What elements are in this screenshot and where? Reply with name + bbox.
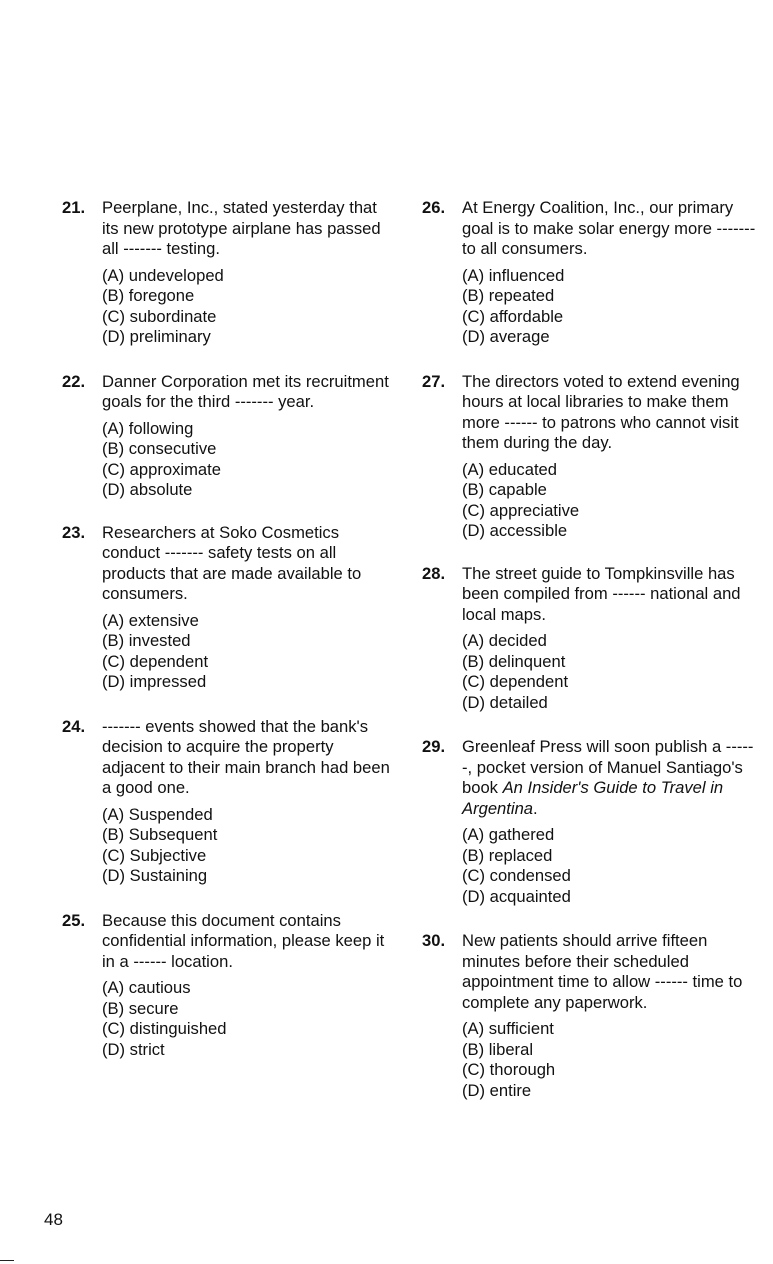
option-a: (A) decided	[462, 631, 547, 650]
left-column	[62, 198, 392, 1060]
option-b: (B) secure	[102, 998, 179, 1018]
question-text: ------- events showed that the bank's decision to acquire the property adjacent to their main branch had been a good one.	[102, 716, 390, 797]
question-27	[422, 372, 762, 542]
option-d: (D) detailed	[462, 692, 548, 712]
bottom-rule	[0, 1260, 14, 1261]
option-c: (C) condensed	[462, 866, 571, 885]
option-c: (C) appreciative	[462, 500, 580, 520]
question-number: 22.	[62, 371, 86, 391]
option-b: (B) capable	[462, 480, 547, 499]
question-number: 23.	[62, 522, 86, 542]
option-a: (A) influenced	[462, 265, 565, 285]
option-a: (A) sufficient	[462, 1019, 554, 1038]
option-b: (B) liberal	[462, 1039, 534, 1059]
question-number: 27.	[422, 371, 446, 391]
option-c: (C) thorough	[462, 1060, 556, 1079]
question-text: The directors voted to extend evening hours at local libraries to make them more ------ to patrons who cannot visit them during the day.	[462, 371, 740, 452]
option-c: (C) subordinate	[102, 306, 217, 326]
question-number: 24.	[62, 716, 86, 736]
question-21	[62, 198, 392, 348]
question-25	[62, 911, 392, 1061]
question-text	[462, 737, 762, 819]
question-text: Danner Corporation met its recruitment goals for the third ------- year.	[102, 371, 389, 411]
option-b: (B) consecutive	[102, 439, 217, 458]
option-d: (D) absolute	[102, 480, 193, 499]
question-number: 28.	[422, 563, 446, 583]
option-c: (C) distinguished	[102, 1019, 227, 1038]
question-text: Because this document contains confidential information, please keep it in a ------ location.	[102, 910, 385, 971]
option-a: (A) cautious	[102, 978, 191, 997]
question-text-prefix: Greenleaf Press will soon publish a ------, pocket version of Manuel Santiago's book	[462, 737, 754, 797]
question-29	[422, 737, 762, 907]
option-c: (C) affordable	[462, 306, 564, 326]
option-b: (B) repeated	[462, 286, 555, 305]
option-b: (B) Subsequent	[102, 825, 218, 844]
option-d: (D) average	[462, 327, 550, 346]
question-number: 21.	[62, 198, 86, 217]
option-d: (D) preliminary	[102, 327, 211, 346]
question-number: 26.	[422, 198, 446, 217]
option-d: (D) accessible	[462, 521, 568, 540]
option-a: (A) Suspended	[102, 804, 213, 824]
question-24	[62, 717, 392, 887]
question-number: 29.	[422, 737, 446, 756]
question-26	[422, 198, 762, 348]
question-23	[62, 523, 392, 693]
question-number: 25.	[62, 910, 86, 930]
option-a: (A) educated	[462, 459, 558, 479]
option-b: (B) delinquent	[462, 651, 566, 671]
question-text: New patients should arrive fifteen minutes before their scheduled appointment time to allow ------ time to complete any paperwork.	[462, 931, 743, 1012]
question-number: 30.	[422, 931, 446, 950]
question-text: The street guide to Tompkinsville has been compiled from ------ national and local maps.	[462, 563, 741, 624]
question-text-suffix: .	[533, 798, 538, 818]
option-c: (C) approximate	[102, 459, 221, 479]
question-text: Researchers at Soko Cosmetics conduct ------- safety tests on all products that are made available to consumers.	[102, 522, 362, 603]
option-a: (A) undeveloped	[102, 265, 224, 285]
option-c: (C) Subjective	[102, 845, 207, 865]
option-a: (A) gathered	[462, 825, 555, 844]
question-28	[422, 564, 762, 714]
question-30	[422, 931, 762, 1101]
option-d: (D) impressed	[102, 672, 207, 691]
option-d: (D) entire	[462, 1080, 532, 1100]
option-b: (B) replaced	[462, 845, 553, 865]
right-column	[422, 198, 762, 1101]
option-a: (A) extensive	[102, 610, 199, 630]
option-b: (B) invested	[102, 631, 191, 650]
question-text: Peerplane, Inc., stated yesterday that its new prototype airplane has passed all ------- testing.	[102, 198, 381, 258]
page-number: 48	[44, 1210, 63, 1229]
question-22	[62, 372, 392, 501]
question-text: At Energy Coalition, Inc., our primary goal is to make solar energy more ------- to all consumers.	[462, 198, 756, 258]
option-c: (C) dependent	[462, 672, 569, 691]
book-title: An Insider's Guide to Travel in Argentina	[462, 778, 724, 818]
option-b: (B) foregone	[102, 286, 195, 305]
option-d: (D) Sustaining	[102, 866, 208, 885]
option-d: (D) strict	[102, 1039, 165, 1059]
option-c: (C) dependent	[102, 651, 209, 671]
option-d: (D) acquainted	[462, 886, 571, 906]
option-a: (A) following	[102, 418, 194, 438]
